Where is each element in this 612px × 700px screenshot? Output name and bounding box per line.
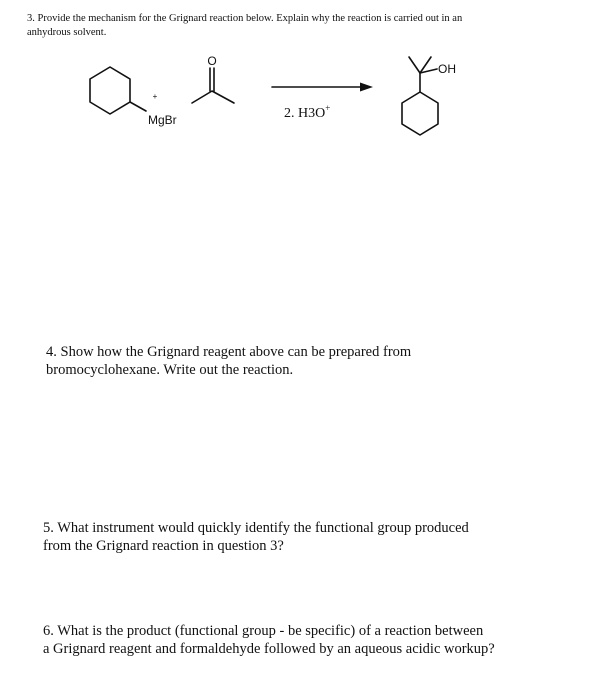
question-3-line-1: 3. Provide the mechanism for the Grignard reaction below. Explain why the reaction is carried out in an xyxy=(27,13,463,24)
mgbr-label: MgBr xyxy=(148,113,177,127)
condition-superscript: + xyxy=(325,103,331,113)
question-5-line-2: from the Grignard reaction in question 3? xyxy=(43,538,284,554)
question-6 xyxy=(43,622,603,658)
question-4-line-1: 4. Show how the Grignard reagent above can be prepared from xyxy=(46,344,412,360)
reaction-condition xyxy=(284,103,330,121)
question-5-line-1: 5. What instrument would quickly identify the functional group produced xyxy=(43,520,469,536)
reaction-arrow-head xyxy=(360,83,373,92)
question-4-line-2: bromocyclohexane. Write out the reaction. xyxy=(46,362,294,378)
question-4 xyxy=(46,343,566,379)
methyl-bond-left xyxy=(409,57,420,73)
plus-sign: + xyxy=(152,92,158,101)
oxygen-label: O xyxy=(207,54,217,68)
acetone-skeleton xyxy=(192,91,234,103)
hydroxyl-label: OH xyxy=(438,62,456,76)
cyclohexane-ring-product xyxy=(402,92,438,135)
question-6-line-2: a Grignard reagent and formaldehyde followed by an aqueous acidic workup? xyxy=(43,641,495,657)
question-3-line-2: anhydrous solvent. xyxy=(27,27,107,38)
c-mg-bond xyxy=(130,102,146,111)
question-5 xyxy=(43,519,583,555)
cyclohexane-ring-reagent xyxy=(90,67,130,114)
question-6-line-1: 6. What is the product (functional group - be specific) of a reaction between xyxy=(43,623,484,639)
condition-main: 2. H3O xyxy=(284,106,326,121)
